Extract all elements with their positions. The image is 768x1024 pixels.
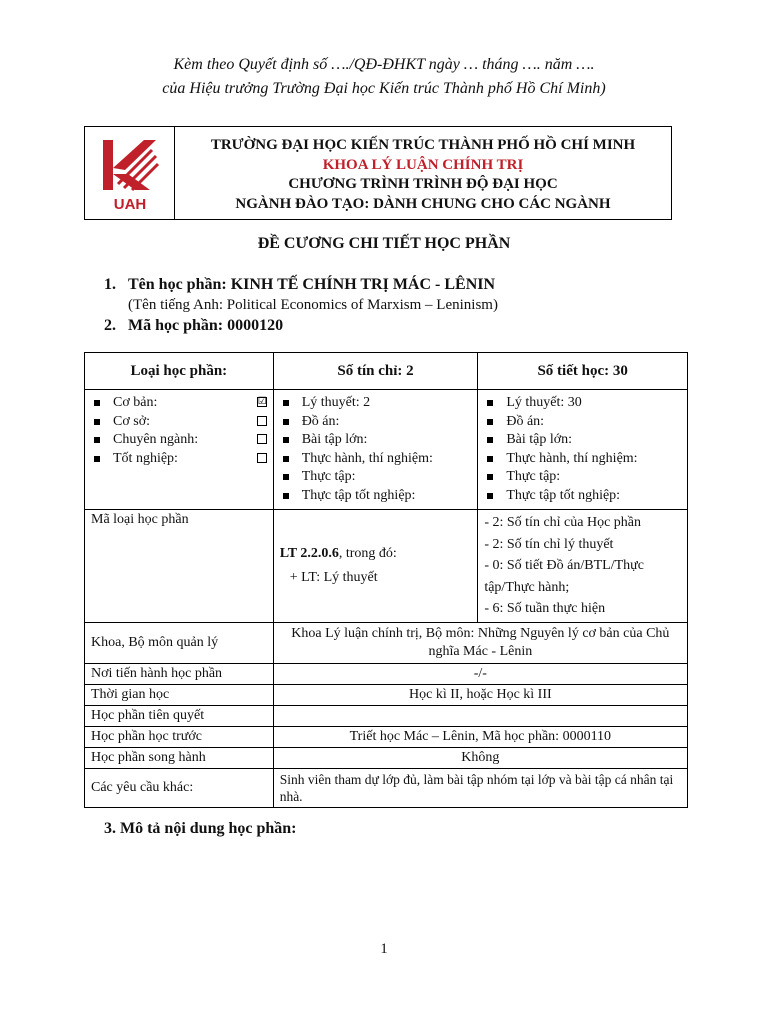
period-item: Đồ án: bbox=[484, 413, 681, 432]
section-2 bbox=[104, 317, 283, 335]
checkbox-icon bbox=[257, 434, 267, 444]
section-3-label: 3. Mô tả nội dung học phần: bbox=[104, 820, 297, 837]
checkbox-icon bbox=[257, 416, 267, 426]
period-item: Thực tập: bbox=[484, 468, 681, 487]
period-item: Bài tập lớn: bbox=[484, 431, 681, 450]
row-value bbox=[273, 705, 687, 726]
row-label: Khoa, Bộ môn quản lý bbox=[85, 622, 274, 663]
section-1 bbox=[104, 276, 495, 294]
page-number: 1 bbox=[380, 941, 388, 957]
period-item: Thực tập tốt nghiệp: bbox=[484, 487, 681, 506]
row-value: Sinh viên tham dự lớp đủ, làm bài tập nhóm tại lớp và bài tập cá nhân tại nhà. bbox=[273, 768, 687, 807]
credit-item: Thực tập: bbox=[280, 468, 472, 487]
section-1-number: 1. bbox=[104, 276, 116, 293]
header-box bbox=[84, 126, 672, 220]
credit-item: Thực tập tốt nghiệp: bbox=[280, 487, 472, 506]
checkbox-checked-icon: ☑ bbox=[257, 396, 267, 407]
faculty-name: KHOA LÝ LUẬN CHÍNH TRỊ bbox=[322, 156, 524, 173]
code-label: Mã loại học phần bbox=[85, 510, 274, 623]
period-item: Lý thuyết: 30 bbox=[484, 394, 681, 413]
code-note: - 2: Số tín chỉ của Học phần bbox=[484, 515, 642, 530]
header-periods: Số tiết học: 30 bbox=[478, 353, 688, 390]
code-note: - 0: Số tiết Đồ án/BTL/Thực tập/Thực hành; bbox=[484, 558, 644, 595]
row-label: Nơi tiến hành học phần bbox=[85, 663, 274, 684]
school-name: TRƯỜNG ĐẠI HỌC KIẾN TRÚC THÀNH PHỐ HỒ CHÍ MINH bbox=[210, 137, 636, 153]
row-label: Học phần tiên quyết bbox=[85, 705, 274, 726]
section-1-label: Tên học phần: KINH TẾ CHÍNH TRỊ MÁC - LÊNIN bbox=[128, 276, 496, 293]
row-value: Học kì II, hoặc Học kì III bbox=[273, 684, 687, 705]
uah-logo bbox=[85, 127, 175, 219]
intro-line-2: của Hiệu trưởng Trường Đại học Kiến trúc Thành phố Hồ Chí Minh) bbox=[162, 80, 606, 97]
program-name: CHƯƠNG TRÌNH TRÌNH ĐỘ ĐẠI HỌC bbox=[288, 176, 558, 192]
type-item: Cơ sở: bbox=[91, 413, 267, 432]
type-cell bbox=[85, 390, 274, 510]
uah-logo-icon bbox=[98, 134, 162, 212]
header-credits: Số tín chỉ: 2 bbox=[273, 353, 478, 390]
section-2-label: Mã học phần: 0000120 bbox=[128, 317, 284, 334]
checkbox-icon bbox=[257, 453, 267, 463]
course-info-table bbox=[84, 352, 688, 808]
section-3 bbox=[104, 820, 297, 838]
periods-cell bbox=[478, 390, 688, 510]
header-type: Loại học phần: bbox=[85, 353, 274, 390]
code-suffix: , trong đó: bbox=[338, 545, 397, 561]
row-value: Không bbox=[273, 747, 687, 768]
code-note: - 2: Số tín chỉ lý thuyết bbox=[484, 536, 614, 552]
row-label: Thời gian học bbox=[85, 684, 274, 705]
row-value: Khoa Lý luận chính trị, Bộ môn: Những Nguyên lý cơ bản của Chủ nghĩa Mác - Lênin bbox=[273, 622, 687, 663]
intro-line-1: Kèm theo Quyết định số …./QĐ-ĐHKT ngày … tháng …. năm …. bbox=[173, 56, 595, 73]
code-note: - 6: Số tuần thực hiện bbox=[484, 601, 606, 616]
period-item: Thực hành, thí nghiệm: bbox=[484, 450, 681, 469]
credit-item: Bài tập lớn: bbox=[280, 431, 472, 450]
credits-cell bbox=[273, 390, 478, 510]
code-notes-cell bbox=[478, 510, 688, 623]
row-value: Triết học Mác – Lênin, Mã học phần: 0000110 bbox=[273, 726, 687, 747]
credit-item: Thực hành, thí nghiệm: bbox=[280, 450, 472, 469]
section-2-number: 2. bbox=[104, 317, 116, 334]
row-label: Các yêu cầu khác: bbox=[85, 768, 274, 807]
credit-item: Đồ án: bbox=[280, 413, 472, 432]
document-title: ĐỀ CƯƠNG CHI TIẾT HỌC PHẦN bbox=[257, 235, 511, 252]
code-main: LT 2.2.0.6 bbox=[279, 545, 339, 561]
english-name: (Tên tiếng Anh: Political Economics of Marxism – Leninism) bbox=[128, 297, 498, 313]
code-sub: + LT: Lý thuyết bbox=[289, 569, 378, 585]
row-value: -/- bbox=[273, 663, 687, 684]
type-item: Cơ bản: ☑ bbox=[91, 394, 267, 413]
major-name: NGÀNH ĐÀO TẠO: DÀNH CHUNG CHO CÁC NGÀNH bbox=[235, 195, 611, 212]
code-value-cell bbox=[273, 510, 478, 623]
row-label: Học phần song hành bbox=[85, 747, 274, 768]
type-item: Tốt nghiệp: bbox=[91, 450, 267, 469]
type-item: Chuyên ngành: bbox=[91, 431, 267, 450]
row-label: Học phần học trước bbox=[85, 726, 274, 747]
logo-text: UAH bbox=[113, 196, 146, 212]
credit-item: Lý thuyết: 2 bbox=[280, 394, 472, 413]
